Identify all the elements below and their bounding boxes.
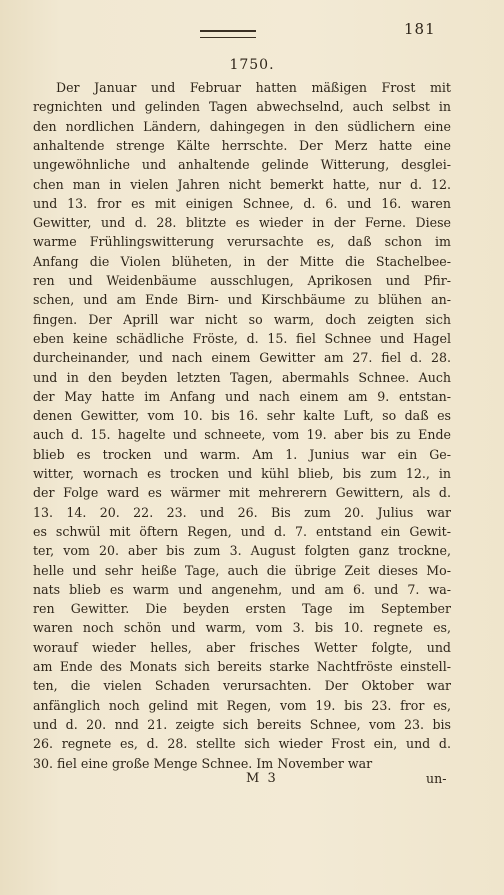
text-line: regnichten und gelinden Tagen abwechselnd, auch selbst in — [33, 99, 451, 115]
text-line: chen man in vielen Jahren nicht bemerkt hatte, nur d. 12. — [33, 176, 451, 192]
text-line: am Ende des Monats sich bereits starke Nachtfröste einstell- — [33, 659, 451, 674]
text-line: Anfang die Violen blüheten, in der Mitte die Stachelbee- — [33, 253, 451, 269]
text-line: 13. 14. 20. 22. 23. und 26. Bis zum 20. Julius war — [33, 504, 451, 520]
text-line: auch d. 15. hagelte und schneete, vom 19. aber bis zu Ende — [33, 427, 451, 443]
text-line: 30. fiel eine große Menge Schnee. Im November war — [33, 755, 373, 771]
text-line: anfänglich noch gelind mit Regen, vom 19. bis 23. fror es, — [33, 697, 451, 713]
page-number: 181 — [404, 20, 436, 38]
text-line: ten, die vielen Schaden verursachten. Der Oktober war — [33, 678, 451, 694]
text-line: 26. regnete es, d. 28. stellte sich wieder Frost ein, und d. — [33, 736, 451, 752]
text-line: helle und sehr heiße Tage, auch die übrige Zeit dieses Mo- — [33, 562, 451, 578]
text-line: nats blieb es warm und angenehm, und am 6. und 7. wa- — [33, 581, 451, 597]
text-line: der May hatte im Anfang und nach einem am 9. entstan- — [33, 388, 451, 404]
catchword: un- — [426, 771, 447, 786]
text-line: fingen. Der Aprill war nicht so warm, doch zeigten sich — [33, 311, 451, 327]
text-line: es schwül mit öftern Regen, und d. 7. entstand ein Gewit- — [33, 523, 451, 539]
text-line: ren und Weidenbäume ausschlugen, Aprikosen und Pfir- — [33, 273, 451, 288]
text-line: der Folge ward es wärmer mit mehrerern Gewittern, als d. — [33, 485, 451, 501]
text-line: den nordlichen Ländern, dahingegen in den südlichern eine — [33, 118, 451, 134]
text-line: und d. 20. nnd 21. zeigte sich bereits Schnee, vom 23. bis — [33, 716, 451, 732]
text-line: waren noch schön und warm, vom 3. bis 10. regnete es, — [33, 620, 451, 636]
text-line: eben keine schädliche Fröste, d. 15. fiel Schnee und Hagel — [33, 330, 451, 346]
text-line: Gewitter, und d. 28. blitzte es wieder in der Ferne. Diese — [33, 215, 451, 231]
text-line: witter, wornach es trocken und kühl blieb, bis zum 12., in — [33, 466, 451, 481]
text-line: worauf wieder helles, aber frisches Wetter folgte, und — [33, 639, 451, 655]
text-line: ungewöhnliche und anhaltende gelinde Witterung, desglei- — [33, 157, 451, 173]
text-line: und in den beyden letzten Tagen, abermahls Schnee. Auch — [33, 369, 451, 385]
text-line: durcheinander, und nach einem Gewitter am 27. fiel d. 28. — [33, 350, 451, 366]
text-line: ren Gewitter. Die beyden ersten Tage im September — [33, 601, 451, 617]
signature-mark: M 3 — [246, 771, 278, 786]
text-line: warme Frühlingswitterung verursachte es, daß schon im — [33, 234, 451, 250]
text-line: ter, vom 20. aber bis zum 3. August folgten ganz trockne, — [33, 543, 451, 559]
text-line: und 13. fror es mit einigen Schnee, d. 6. und 16. waren — [33, 195, 451, 211]
text-line: schen, und am Ende Birn- und Kirschbäume zu blühen an- — [33, 292, 451, 308]
text-line: denen Gewitter, vom 10. bis 16. sehr kalte Luft, so daß es — [33, 408, 451, 424]
text-line: Der Januar und Februar hatten mäßigen Frost mit — [56, 80, 451, 95]
header-ornament-rule — [200, 30, 256, 38]
text-line: blieb es trocken und warm. Am 1. Junius war ein Ge- — [33, 446, 451, 462]
year-heading: 1750. — [229, 57, 275, 73]
text-line: anhaltende strenge Kälte herrschte. Der Merz hatte eine — [33, 137, 451, 153]
